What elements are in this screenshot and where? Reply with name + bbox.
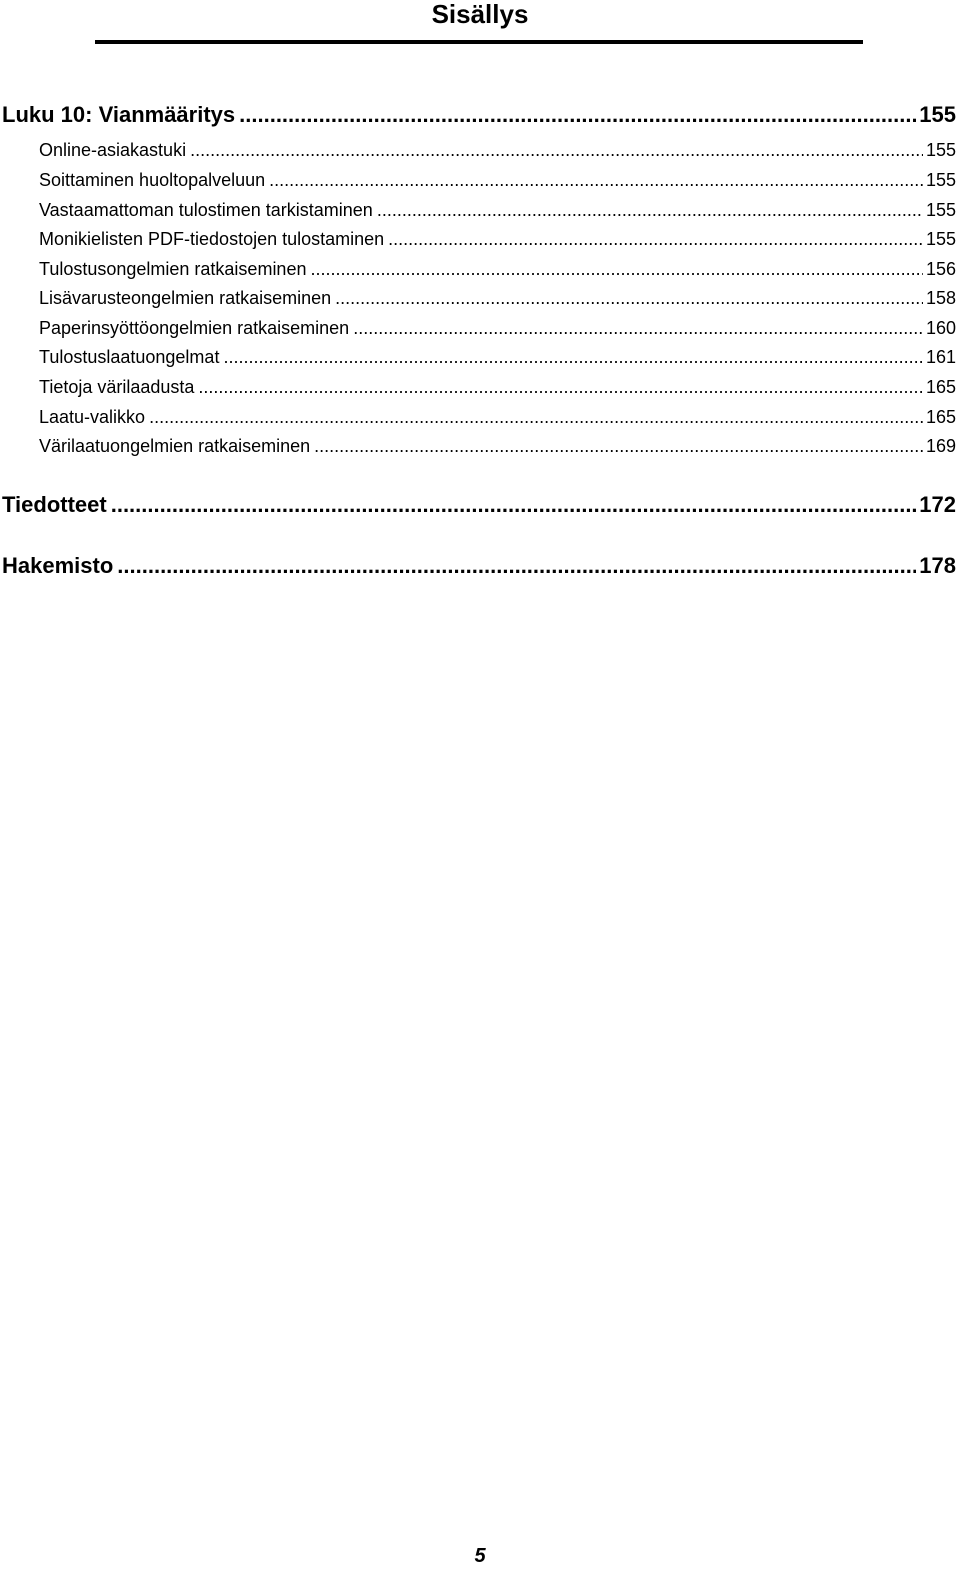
dot-leader <box>190 140 923 161</box>
dot-leader <box>310 259 922 280</box>
toc-entry-label: Tulostuslaatuongelmat <box>39 347 220 367</box>
toc-entry[interactable] <box>39 200 956 221</box>
toc-page-number: 158 <box>925 288 956 308</box>
dot-leader <box>269 170 923 191</box>
toc-page-number: 155 <box>919 102 956 127</box>
toc-entry[interactable] <box>39 377 956 398</box>
toc-entry[interactable] <box>39 436 956 457</box>
toc-page-number: 165 <box>925 377 956 397</box>
toc-entry-label: Paperinsyöttöongelmien ratkaiseminen <box>39 318 350 338</box>
page-title: Sisällys <box>431 0 529 29</box>
toc-page-number: 165 <box>925 407 956 427</box>
dot-leader <box>111 492 917 518</box>
toc-entry-label: Laatu-valikko <box>39 407 146 427</box>
dot-leader <box>314 436 923 457</box>
toc-page-number: 161 <box>925 347 956 367</box>
toc-entry[interactable] <box>39 347 956 368</box>
dot-leader <box>223 347 923 368</box>
toc-page-number: 169 <box>925 436 956 456</box>
title-divider <box>95 40 863 44</box>
toc-chapter-vianmaaritys[interactable] <box>2 102 956 128</box>
dot-leader <box>388 229 923 250</box>
toc-entry-label: Luku 10: Vianmääritys <box>2 102 236 127</box>
toc-entry-label: Soittaminen huoltopalveluun <box>39 170 266 190</box>
toc-page-number: 155 <box>925 170 956 190</box>
toc-entry-label: Monikielisten PDF-tiedostojen tulostaminen <box>39 229 385 249</box>
toc-entry[interactable] <box>39 229 956 250</box>
toc-page-number: 172 <box>919 492 956 517</box>
toc-entry-label: Tiedotteet <box>2 492 107 517</box>
toc-page-number: 160 <box>925 318 956 338</box>
toc-entry-label: Tulostusongelmien ratkaiseminen <box>39 259 307 279</box>
toc-entry[interactable] <box>39 288 956 309</box>
toc-entry-label: Hakemisto <box>2 553 114 578</box>
toc-chapter-tiedotteet[interactable] <box>2 492 956 518</box>
toc-entry[interactable] <box>39 140 956 161</box>
toc-entry-label: Vastaamattoman tulostimen tarkistaminen <box>39 200 373 220</box>
toc-entry-label: Värilaatuongelmien ratkaiseminen <box>39 436 311 456</box>
toc-entry[interactable] <box>39 318 956 339</box>
toc-page-number: 178 <box>919 553 956 578</box>
toc-page-number: 155 <box>925 200 956 220</box>
dot-leader <box>335 288 923 309</box>
toc-entry[interactable] <box>39 407 956 428</box>
dot-leader <box>149 407 923 428</box>
toc-entry-label: Lisävarusteongelmien ratkaiseminen <box>39 288 332 308</box>
toc-page-number: 155 <box>925 140 956 160</box>
toc-chapter-hakemisto[interactable] <box>2 553 956 579</box>
dot-leader <box>377 200 923 221</box>
page-number: 5 <box>474 1545 486 1567</box>
dot-leader <box>117 553 916 579</box>
toc-entry-label: Online-asiakastuki <box>39 140 187 160</box>
dot-leader <box>353 318 923 339</box>
toc-entry[interactable] <box>39 170 956 191</box>
dot-leader <box>198 377 923 398</box>
toc-page-number: 155 <box>925 229 956 249</box>
toc-entry[interactable] <box>39 259 956 280</box>
toc-page-number: 156 <box>925 259 956 279</box>
toc-entry-label: Tietoja värilaadusta <box>39 377 195 397</box>
dot-leader <box>239 102 916 128</box>
